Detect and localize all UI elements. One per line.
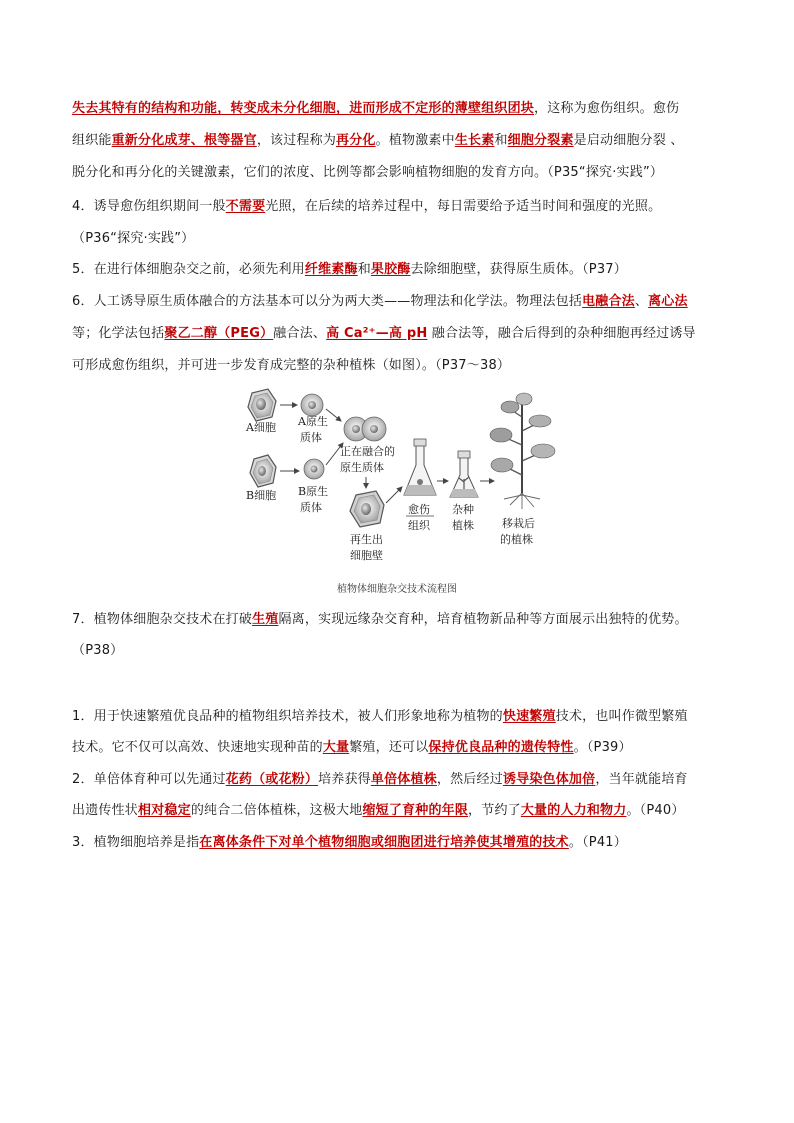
b-protoplast-icon <box>304 459 324 479</box>
para-line-13 <box>72 707 688 727</box>
text-span: 。（P41） <box>568 835 627 850</box>
para-line-7 <box>72 292 688 312</box>
text-span: 可形成愈伤组织，并可进一步发育成完整的杂种植株（如图）。（P37～38） <box>72 358 511 373</box>
b-cell-icon <box>250 455 276 487</box>
para-line-3 <box>72 163 663 183</box>
para-line-17 <box>72 833 627 853</box>
label-fusing-2: 原生质体 <box>340 461 384 474</box>
highlight-term: 大量 <box>322 740 350 755</box>
label-hybrid-1: 杂种 <box>452 503 474 516</box>
text-span: （P36“探究·实践”） <box>72 231 195 246</box>
callus-flask-icon <box>404 439 436 495</box>
para-line-10 <box>72 610 688 630</box>
highlight-term: 再分化 <box>336 133 376 148</box>
label-b-protoplast-2: 质体 <box>300 501 322 514</box>
hybrid-flask-icon <box>450 451 478 497</box>
regenerated-cell-icon <box>350 491 384 527</box>
highlight-term: 保持优良品种的遗传特性 <box>428 740 574 755</box>
highlight-term: 诱导染色体加倍 <box>502 772 596 787</box>
transplanted-plant-icon <box>490 393 555 509</box>
label-hybrid-2: 植株 <box>452 519 474 532</box>
para-line-16 <box>72 801 685 821</box>
highlight-term: 缩短了育种的年限 <box>362 803 469 818</box>
text-span: ，该过程称为 <box>256 133 337 148</box>
text-span: 的纯合二倍体植株，这极大地 <box>190 803 363 818</box>
text-span: 1．用于快速繁殖优良品种的植物组织培养技术，被人们形象地称为植物的 <box>72 709 503 724</box>
para-line-15 <box>72 770 688 790</box>
text-span: 、 <box>634 294 649 309</box>
highlight-term: 失去其特有的结构和功能，转变成未分化细胞，进而形成不定形的薄壁组织团块 <box>72 101 535 116</box>
highlight-term: 相对稳定 <box>138 803 191 818</box>
text-span: 和 <box>494 133 508 148</box>
text-span: 繁殖，还可以 <box>349 740 429 755</box>
text-span: 5．在进行体细胞杂交之前，必须先利用 <box>72 262 305 277</box>
label-a-cell: A细胞 <box>246 421 276 434</box>
text-span: 融合法等，融合后得到的杂种细胞再经过诱导 <box>427 326 696 341</box>
para-line-6 <box>72 260 627 280</box>
para-line-11 <box>72 641 123 661</box>
para-line-2 <box>72 131 684 151</box>
text-span: ，当年就能培育 <box>595 772 688 787</box>
label-regen-1: 再生出 <box>350 533 383 546</box>
text-span: 是启动细胞分裂 、 <box>573 133 684 148</box>
text-span: 7．植物体细胞杂交技术在打破 <box>72 612 253 627</box>
label-b-protoplast-1: B原生 <box>298 485 329 498</box>
text-span: 隔离，实现远缘杂交育种，培育植物新品种等方面展示出独特的优势。 <box>278 612 688 627</box>
label-a-protoplast-2: 质体 <box>300 431 322 444</box>
highlight-term: 纤维素酶 <box>304 262 358 277</box>
text-span: 。（P40） <box>626 803 685 818</box>
text-span: 。（P39） <box>573 740 632 755</box>
text-span: 出遗传性状 <box>72 803 139 818</box>
text-span: 4．诱导愈伤组织期间一般 <box>72 199 226 214</box>
highlight-term: 果胶酶 <box>370 262 411 277</box>
label-planted-2: 的植株 <box>500 533 533 546</box>
highlight-term: 聚乙二醇（PEG） <box>164 326 274 341</box>
highlight-term: 生长素 <box>454 133 495 148</box>
a-cell-icon <box>248 389 276 421</box>
text-span: （P38） <box>72 643 124 658</box>
text-span: 技术。它不仅可以高效、快速地实现种苗的 <box>72 740 323 755</box>
text-span: 融合法、 <box>273 326 327 341</box>
text-span: 3．植物细胞培养是指 <box>72 835 200 850</box>
highlight-term: 快速繁殖 <box>502 709 556 724</box>
para-line-1 <box>72 99 679 119</box>
para-line-9 <box>72 356 510 376</box>
text-span: 2．单倍体育种可以先通过 <box>72 772 226 787</box>
para-line-14 <box>72 738 632 758</box>
highlight-term: 花药（或花粉） <box>225 772 319 787</box>
text-span: 等；化学法包括 <box>72 326 165 341</box>
highlight-term: 高 Ca²⁺—高 pH <box>326 326 428 341</box>
text-span: 光照，在后续的培养过程中，每日需要给予适当时间和强度的光照。 <box>265 199 662 214</box>
somatic-hybridization-diagram <box>240 385 570 575</box>
highlight-term: 重新分化成芽、根等器官 <box>111 133 257 148</box>
text-span: 培养获得 <box>318 772 371 787</box>
highlight-term: 大量的人力和物力 <box>520 803 627 818</box>
para-line-8 <box>72 324 696 344</box>
text-span: 技术，也叫作微型繁殖 <box>555 709 688 724</box>
text-span: 去除细胞壁，获得原生质体。（P37） <box>410 262 627 277</box>
a-protoplast-icon <box>301 394 323 416</box>
label-b-cell: B细胞 <box>246 489 277 502</box>
text-span: 和 <box>357 262 371 277</box>
fusing-protoplasts-icon <box>344 417 386 441</box>
label-fusing-1: 正在融合的 <box>340 445 395 458</box>
highlight-term: 在离体条件下对单个植物细胞或细胞团进行培养使其增殖的技术 <box>199 835 569 850</box>
text-span: ，节约了 <box>468 803 521 818</box>
text-span: 组织能 <box>72 133 112 148</box>
highlight-term: 电融合法 <box>582 294 635 309</box>
figure-caption: 植物体细胞杂交技术流程图 <box>337 584 457 595</box>
label-callus-2: 组织 <box>408 519 430 532</box>
highlight-term: 离心法 <box>648 294 688 309</box>
label-callus-1: 愈伤 <box>408 503 430 516</box>
para-line-5 <box>72 229 194 249</box>
label-planted-1: 移栽后 <box>502 517 535 530</box>
text-span: 。植物激素中 <box>375 133 455 148</box>
text-span: 脱分化和再分化的关键激素，它们的浓度、比例等都会影响植物细胞的发育方向。（P35“探究·实践”） <box>72 165 664 180</box>
highlight-term: 生殖 <box>252 612 279 627</box>
text-span: ，然后经过 <box>436 772 503 787</box>
para-line-4 <box>72 197 661 217</box>
highlight-term: 单倍体植株 <box>370 772 437 787</box>
highlight-term: 细胞分裂素 <box>507 133 574 148</box>
label-regen-2: 细胞壁 <box>350 549 383 562</box>
highlight-term: 不需要 <box>225 199 266 214</box>
text-span: 6．人工诱导原生质体融合的方法基本可以分为两大类——物理法和化学法。物理法包括 <box>72 294 583 309</box>
text-span: ，这称为愈伤组织。愈伤 <box>534 101 680 116</box>
label-a-protoplast-1: A原生 <box>298 415 328 428</box>
